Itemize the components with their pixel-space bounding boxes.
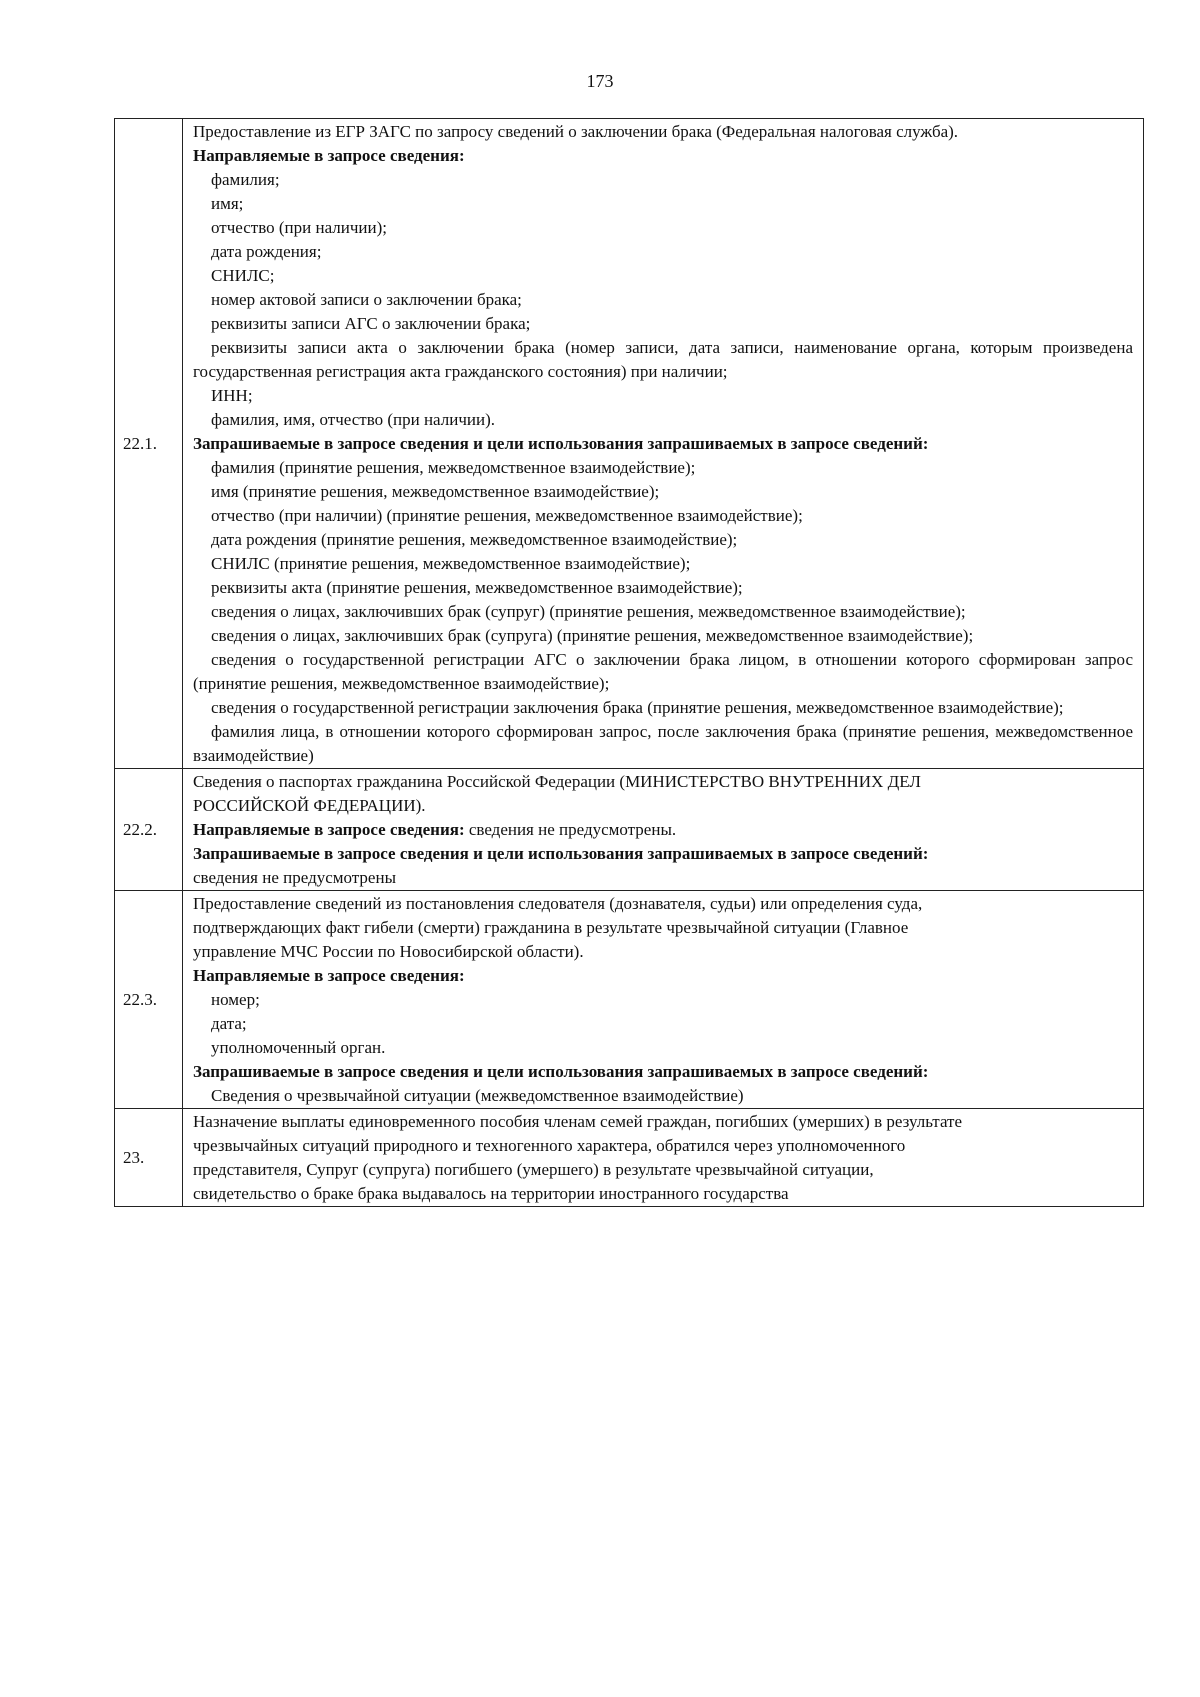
list-item: реквизиты записи акта о заключении брака (номер записи, дата записи, наименование органа, которым произведена государственная регистрация акта гражданского состояния) при наличии;: [193, 338, 1133, 381]
row-content: [183, 891, 1144, 1109]
service-title: Сведения о паспортах гражданина Российской Федерации (МИНИСТЕРСТВО ВНУТРЕННИХ ДЕЛ: [193, 772, 921, 791]
requested-data-header: Запрашиваемые в запросе сведения и цели использования запрашиваемых в запросе сведений:: [193, 844, 929, 863]
list-item: дата рождения (принятие решения, межведомственное взаимодействие);: [211, 530, 738, 549]
list-item: сведения о лицах, заключивших брак (супруг) (принятие решения, межведомственное взаимодействие);: [211, 602, 966, 621]
service-description: чрезвычайных ситуаций природного и техногенного характера, обратился через уполномоченного: [193, 1136, 906, 1155]
list-item: реквизиты записи АГС о заключении брака;: [211, 314, 531, 333]
list-item: отчество (при наличии);: [211, 218, 387, 237]
table-row-23: [115, 1109, 1144, 1207]
sent-data-value: сведения не предусмотрены.: [464, 820, 677, 839]
row-number: 23.: [115, 1109, 183, 1207]
list-item: сведения о государственной регистрации АГС о заключении брака лицом, в отношении которого сформирован запрос (принятие решения, межведомственное взаимодействие);: [193, 650, 1133, 693]
list-item: фамилия лица, в отношении которого сформирован запрос, после заключения брака (принятие решения, межведомственное взаимодействие): [193, 722, 1133, 765]
row-content: [183, 119, 1144, 769]
list-item: уполномоченный орган.: [211, 1038, 386, 1057]
list-item: ИНН;: [211, 386, 253, 405]
requested-data-header: Запрашиваемые в запросе сведения и цели использования запрашиваемых в запросе сведений:: [193, 1062, 929, 1081]
sent-data-header: Направляемые в запросе сведения:: [193, 820, 465, 839]
sent-data-header: Направляемые в запросе сведения:: [193, 966, 465, 985]
service-title: управление МЧС России по Новосибирской области).: [193, 942, 584, 961]
sent-data-header: Направляемые в запросе сведения:: [193, 146, 465, 165]
service-description: свидетельство о браке брака выдавалось на территории иностранного государства: [193, 1184, 789, 1203]
list-item: дата;: [211, 1014, 247, 1033]
requested-data-header: Запрашиваемые в запросе сведения и цели использования запрашиваемых в запросе сведений:: [193, 434, 929, 453]
table-row-22-3: [115, 891, 1144, 1109]
page-number: 173: [586, 71, 614, 91]
list-item: номер актовой записи о заключении брака;: [211, 290, 522, 309]
service-title: подтверждающих факт гибели (смерти) гражданина в результате чрезвычайной ситуации (Главное: [193, 918, 909, 937]
row-number: 22.3.: [115, 891, 183, 1109]
list-item: фамилия (принятие решения, межведомственное взаимодействие);: [211, 458, 696, 477]
list-item: фамилия, имя, отчество (при наличии).: [211, 410, 495, 429]
list-item: сведения о государственной регистрации заключения брака (принятие решения, межведомственное взаимодействие);: [211, 698, 1064, 717]
row-content: [183, 1109, 1144, 1207]
table-row-22-1: [115, 119, 1144, 769]
service-description: Назначение выплаты единовременного пособия членам семей граждан, погибших (умерших) в результате: [193, 1112, 963, 1131]
service-title: Предоставление сведений из постановления следователя (дознавателя, судьи) или определения суда,: [193, 894, 923, 913]
list-item: реквизиты акта (принятие решения, межведомственное взаимодействие);: [211, 578, 743, 597]
list-item: фамилия;: [211, 170, 280, 189]
requested-data-value: сведения не предусмотрены: [193, 868, 396, 887]
list-item: сведения о лицах, заключивших брак (супруга) (принятие решения, межведомственное взаимодействие);: [211, 626, 974, 645]
services-table: [114, 118, 1144, 1207]
service-title-continued: РОССИЙСКОЙ ФЕДЕРАЦИИ).: [193, 796, 426, 815]
list-item: СНИЛС (принятие решения, межведомственное взаимодействие);: [211, 554, 691, 573]
row-content: [183, 769, 1144, 891]
list-item: Сведения о чрезвычайной ситуации (межведомственное взаимодействие): [211, 1086, 744, 1105]
service-title: Предоставление из ЕГР ЗАГС по запросу сведений о заключении брака (Федеральная налоговая служба).: [193, 122, 959, 141]
table-row-22-2: [115, 769, 1144, 891]
list-item: дата рождения;: [211, 242, 322, 261]
list-item: номер;: [211, 990, 260, 1009]
list-item: отчество (при наличии) (принятие решения, межведомственное взаимодействие);: [211, 506, 803, 525]
row-number: 22.1.: [115, 119, 183, 769]
service-description: представителя, Супруг (супруга) погибшего (умершего) в результате чрезвычайной ситуации,: [193, 1160, 874, 1179]
sent-data-line: [193, 818, 1133, 842]
list-item: СНИЛС;: [211, 266, 275, 285]
list-item: имя (принятие решения, межведомственное взаимодействие);: [211, 482, 660, 501]
row-number: 22.2.: [115, 769, 183, 891]
list-item: имя;: [211, 194, 244, 213]
